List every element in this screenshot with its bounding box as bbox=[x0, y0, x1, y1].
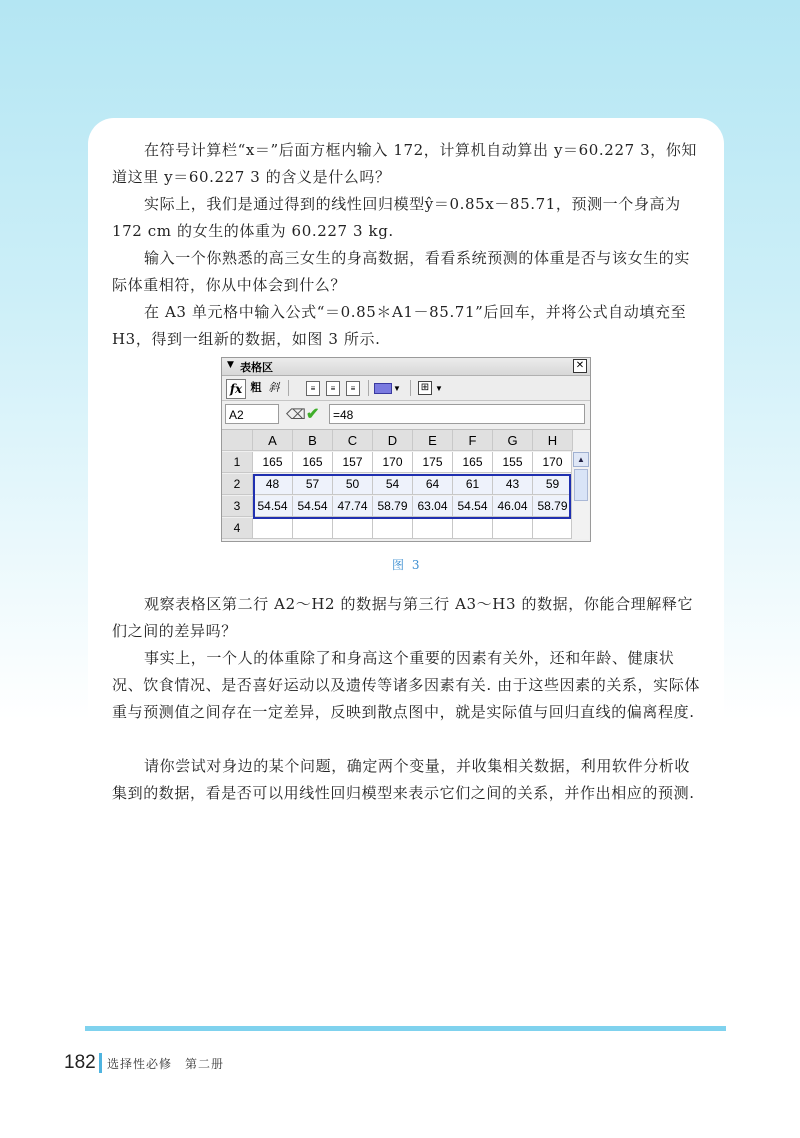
spreadsheet-title: 表格区 bbox=[240, 361, 273, 374]
row-header[interactable]: 1 bbox=[222, 452, 253, 473]
cell-reference-field[interactable]: A2 bbox=[225, 404, 279, 424]
table-cell[interactable]: 59 bbox=[533, 474, 573, 495]
footer-rule bbox=[85, 1026, 726, 1031]
italic-button[interactable]: 斜 bbox=[268, 381, 280, 394]
spreadsheet-titlebar bbox=[222, 358, 590, 376]
table-cell[interactable]: 165 bbox=[453, 452, 493, 473]
table-cell[interactable]: 47.74 bbox=[333, 496, 373, 517]
spreadsheet-panel bbox=[221, 357, 591, 542]
align-left-icon[interactable]: ≡ bbox=[306, 381, 320, 396]
select-all-corner[interactable] bbox=[222, 430, 253, 451]
toolbar-divider bbox=[368, 380, 369, 396]
column-header[interactable]: G bbox=[493, 430, 533, 451]
row-header[interactable]: 4 bbox=[222, 518, 253, 539]
table-cell[interactable] bbox=[293, 518, 333, 539]
column-header[interactable]: E bbox=[413, 430, 453, 451]
book-title: 选择性必修 第二册 bbox=[107, 1057, 225, 1071]
table-cell[interactable]: 165 bbox=[293, 452, 333, 473]
table-cell[interactable]: 170 bbox=[373, 452, 413, 473]
column-header[interactable]: D bbox=[373, 430, 413, 451]
table-cell[interactable]: 175 bbox=[413, 452, 453, 473]
formula-input[interactable]: =48 bbox=[329, 404, 585, 424]
bold-button[interactable]: 粗 bbox=[250, 381, 262, 394]
table-cell[interactable]: 64 bbox=[413, 474, 453, 495]
scroll-up-icon[interactable]: ▲ bbox=[573, 452, 589, 467]
table-cell[interactable]: 46.04 bbox=[493, 496, 533, 517]
table-cell[interactable] bbox=[333, 518, 373, 539]
table-cell[interactable]: 58.79 bbox=[533, 496, 573, 517]
chevron-down-icon[interactable]: ▼ bbox=[393, 384, 401, 393]
table-cell[interactable]: 54.54 bbox=[293, 496, 333, 517]
column-header[interactable]: C bbox=[333, 430, 373, 451]
paragraph-4: 在 A3 单元格中输入公式“＝0.85＊A1－85.71”后回车，并将公式自动填充至 H3，得到一组新的数据，如图 3 所示. bbox=[112, 303, 687, 348]
collapse-triangle-icon[interactable]: ▼ bbox=[227, 360, 234, 370]
table-cell[interactable]: 43 bbox=[493, 474, 533, 495]
table-cell[interactable]: 165 bbox=[253, 452, 293, 473]
table-cell[interactable]: 48 bbox=[253, 474, 293, 495]
spreadsheet-toolbar bbox=[222, 376, 590, 401]
table-cell[interactable]: 61 bbox=[453, 474, 493, 495]
paragraph-7: 请你尝试对身边的某个问题，确定两个变量，并收集相关数据，利用软件分析收集到的数据，看是否可以用线性回归模型来表示它们之间的关系，并作出相应的预测. bbox=[112, 757, 695, 802]
formula-fx-button[interactable]: fx bbox=[226, 379, 246, 399]
column-header[interactable]: B bbox=[293, 430, 333, 451]
scroll-thumb[interactable] bbox=[574, 469, 588, 501]
table-cell[interactable] bbox=[253, 518, 293, 539]
vertical-scrollbar[interactable] bbox=[571, 451, 589, 539]
table-cell[interactable]: 155 bbox=[493, 452, 533, 473]
table-cell[interactable] bbox=[533, 518, 573, 539]
align-center-icon[interactable]: ≡ bbox=[326, 381, 340, 396]
row-header[interactable]: 2 bbox=[222, 474, 253, 495]
table-cell[interactable]: 63.04 bbox=[413, 496, 453, 517]
table-cell[interactable]: 157 bbox=[333, 452, 373, 473]
column-header[interactable]: A bbox=[253, 430, 293, 451]
toolbar-divider bbox=[288, 380, 289, 396]
table-cell[interactable]: 57 bbox=[293, 474, 333, 495]
chevron-down-icon[interactable]: ▼ bbox=[435, 384, 443, 393]
toolbar-divider bbox=[410, 380, 411, 396]
table-cell[interactable]: 54.54 bbox=[453, 496, 493, 517]
table-cell[interactable]: 170 bbox=[533, 452, 573, 473]
table-cell[interactable] bbox=[413, 518, 453, 539]
fill-color-icon[interactable] bbox=[374, 383, 392, 394]
table-cell[interactable]: 54.54 bbox=[253, 496, 293, 517]
paragraph-6: 事实上，一个人的体重除了和身高这个重要的因素有关外，还和年龄、健康状况、饮食情况、是否喜好运动以及遗传等诸多因素有关. 由于这些因素的关系，实际体重与预测值之间存在一定差异，反映到散点图中，就是实际值与回归直线的偏离程度. bbox=[112, 649, 700, 721]
paragraph-5: 观察表格区第二行 A2～H2 的数据与第三行 A3～H3 的数据，你能合理解释它们之间的差异吗？ bbox=[112, 595, 694, 640]
row-header[interactable]: 3 bbox=[222, 496, 253, 517]
border-grid-icon[interactable]: ⊞ bbox=[418, 381, 432, 395]
table-cell[interactable]: 50 bbox=[333, 474, 373, 495]
figure-caption: 图 3 bbox=[392, 558, 422, 572]
close-icon[interactable]: ✕ bbox=[573, 359, 587, 373]
table-cell[interactable] bbox=[453, 518, 493, 539]
page-number: 182 bbox=[64, 1052, 96, 1073]
footer-accent-bar bbox=[99, 1053, 102, 1073]
paragraph-1: 在符号计算栏“x＝”后面方框内输入 172，计算机自动算出 y＝60.227 3，你知道这里 y＝60.227 3 的含义是什么吗？ bbox=[112, 141, 698, 186]
checkmark-confirm-icon[interactable]: ✔ bbox=[306, 406, 320, 423]
table-cell[interactable]: 54 bbox=[373, 474, 413, 495]
paragraph-2: 实际上，我们是通过得到的线性回归模型ŷ＝0.85x－85.71，预测一个身高为 172 cm 的女生的体重为 60.227 3 kg. bbox=[112, 195, 681, 240]
align-right-icon[interactable]: ≡ bbox=[346, 381, 360, 396]
input-bar bbox=[222, 401, 590, 430]
table-cell[interactable]: 58.79 bbox=[373, 496, 413, 517]
eraser-cancel-icon[interactable]: ⌫ bbox=[286, 406, 306, 422]
column-header[interactable]: H bbox=[533, 430, 573, 451]
paragraph-3: 输入一个你熟悉的高三女生的身高数据，看看系统预测的体重是否与该女生的实际体重相符，你从中体会到什么？ bbox=[112, 249, 691, 294]
table-cell[interactable] bbox=[493, 518, 533, 539]
table-cell[interactable] bbox=[373, 518, 413, 539]
column-header[interactable]: F bbox=[453, 430, 493, 451]
